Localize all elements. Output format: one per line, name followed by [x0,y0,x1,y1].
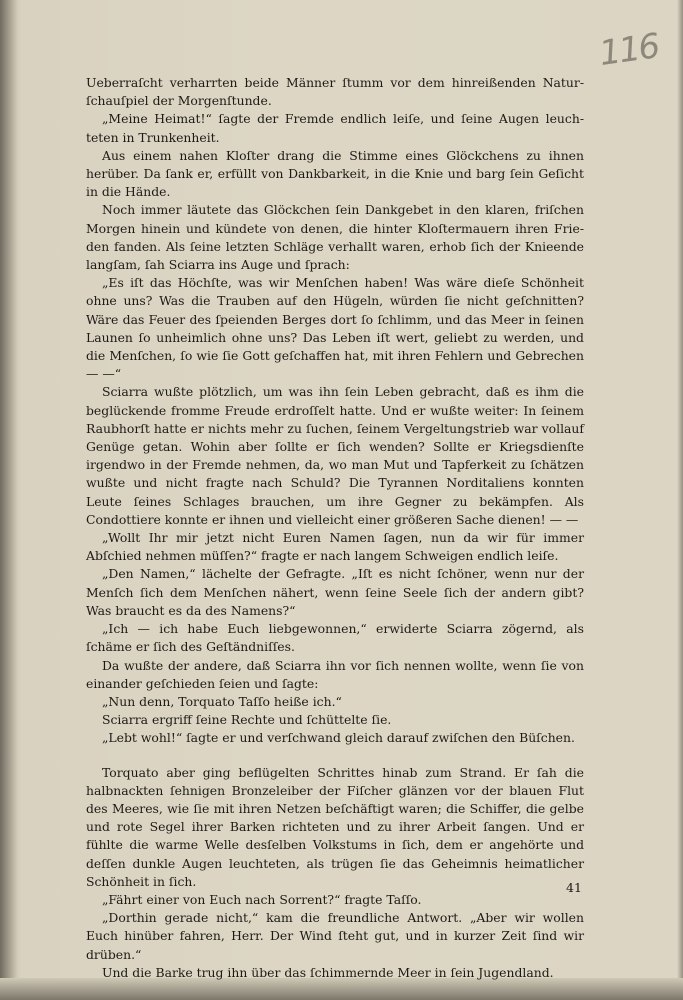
paragraph: Torquato aber ging beflügelten Schrittes hinab zum Strand. Er ſah die halbnackten ſehnigen Bronzeleiber der Fiſcher glänzen vor der blauen Flut des Meeres, wie ſie mit ihren Netzen beſchäftigt waren; die Schiffer, die gelbe und rote Segel ihrer Barken richteten und zu ihrer Arbeit ſangen. Und er fühlte die warme Welle desſelben Volkstums in ſich, dem er angehörte und deſſen dunkle Augen leuchteten, als trügen ſie das Geheimnis heimatlicher Schönheit in ſich. [86,764,584,889]
paragraph: „Lebt wohl!“ ſagte er und verſchwand gleich darauf zwiſchen den Büſchen. [102,730,575,746]
paragraph: Und die Barke trug ihn über das ſchimmernde Meer in ſein Jugendland. [102,964,554,980]
paragraph: „Dorthin gerade nicht,“ kam die freundliche Antwort. „Aber wir wollen Euch hinüber fahren, Herr. Der Wind ſteht gut, und in kurzer Zeit ſind wir drüben.“ [86,910,584,962]
paragraph: Ueberraſcht verharrten beide Männer ſtumm vor dem hinreißenden Naturſchauſpiel der Morgenſtunde. [86,75,584,109]
paragraph: Aus einem nahen Kloſter drang die Stimme eines Glöckchens zu ihnen herüber. Da ſank er, erfüllt von Dankbarkeit, in die Knie und barg ſein Geſicht in die Hände. [86,147,584,200]
page-edge-right [677,0,683,1000]
page-number: 41 [566,880,582,895]
paragraph: „Den Namen,“ lächelte der Gefragte. „Iſt es nicht ſchöner, wenn nur der Menſch ſich dem Menſchen nähert, wenn ſeine Seele ſich der andern gibt? Was braucht es da des Namens?“ [86,566,584,618]
paragraph: „Ich — ich habe Euch liebgewonnen,“ erwiderte Sciarra zögernd, als ſchäme er ſich des Geſtändniſſes. [86,621,584,655]
paragraph: „Nun denn, Torquato Taſſo heiße ich.“ [102,693,342,709]
paragraph: Noch immer läutete das Glöckchen ſein Dankgebet in den klaren, friſchen Morgen hinein und kündete von denen, die hinter Kloſtermauern ihren Frieden fanden. Als ſeine letzten Schläge verhallt waren, erhob ſich der Knieende langſam, ſah Sciarra ins Auge und ſprach: [86,202,584,273]
paragraph: Sciarra ergriff ſeine Rechte und ſchüttelte ſie. [102,712,392,728]
paragraph: „Es iſt das Höchſte, was wir Menſchen haben! Was wäre dieſe Schönheit ohne uns? Was die Trauben auf den Hügeln, würden ſie nicht geſchnitten? Wäre das Feuer des ſpeienden Berges dort ſo ſchlimm, und das Meer in ſeinen Launen ſo unheimlich ohne uns? Das Leben iſt wert, geliebt zu werden, und die Menſchen, ſo wie ſie Gott geſchaffen hat, mit ihren Fehlern und Gebrechen — —“ [86,275,584,382]
handwritten-folio-number: 116 [596,26,661,75]
paragraph: „Wollt Ihr mir jetzt nicht Euren Namen ſagen, nun da wir für immer Abſchied nehmen müſſen?“ fragte er nach langem Schweigen endlich leiſe. [86,530,584,564]
body-text [86,74,584,982]
paragraph: Sciarra wußte plötzlich, um was ihn ſein Leben gebracht, daß es ihm die beglückende fromme Freude erdroſſelt hatte. Und er wußte weiter: In ſeinem Raubhorſt hatte er nichts mehr zu ſuchen, ſeinem Vergeltungstrieb war vollauf Genüge getan. Wohin aber ſollte er ſich wenden? Sollte er Kriegsdienſte irgendwo in der Fremde nehmen, da, wo man Mut und Tapferkeit zu ſchätzen wußte und nicht fragte nach Schuld? Die Tyrannen Norditaliens konnten Leute ſeines Schlages brauchen, um ihre Gegner zu bekämpfen. Als Condottiere konnte er ihnen und vielleicht einer größeren Sache dienen! — — [86,384,584,527]
paragraph: „Meine Heimat!“ ſagte der Fremde endlich leiſe, und ſeine Augen leuchteten in Trunkenheit. [86,111,584,145]
paragraph: Da wußte der andere, daß Sciarra ihn vor ſich nennen wollte, wenn ſie von einander geſchieden ſeien und ſagte: [86,657,584,691]
paragraph: „Fährt einer von Euch nach Sorrent?“ fragte Taſſo. [102,891,422,907]
binding-shadow [0,0,18,1000]
